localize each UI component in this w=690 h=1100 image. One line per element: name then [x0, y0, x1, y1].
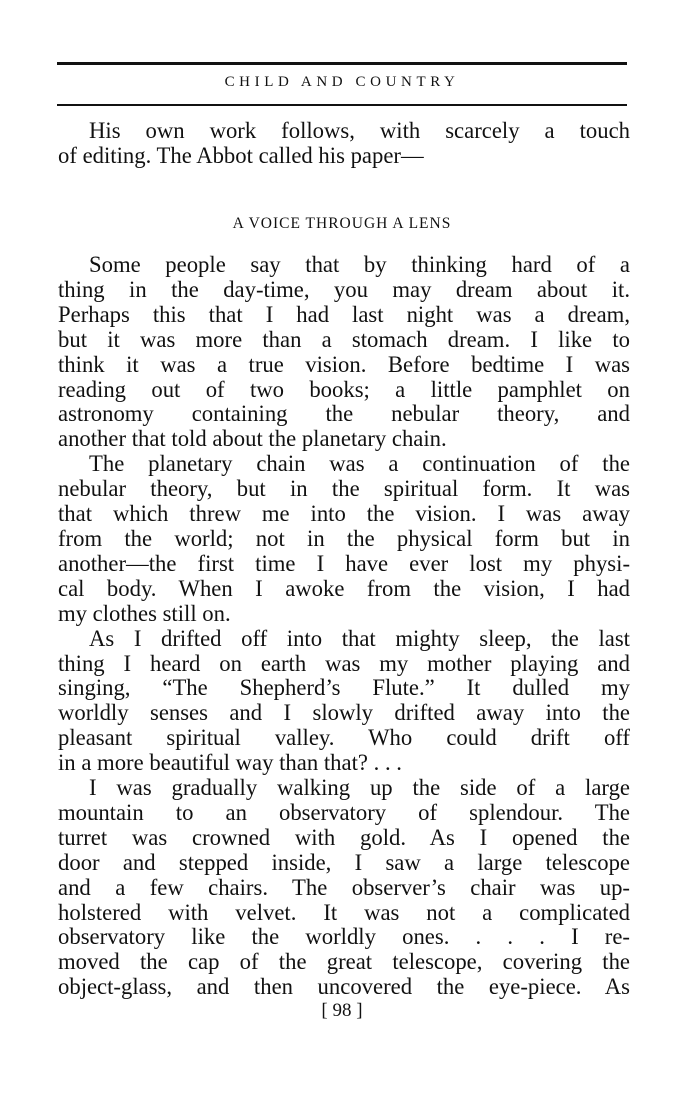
text-line: turret was crowned with gold. As I opened the: [58, 824, 630, 850]
text-line: that which threw me into the vision. I was away: [58, 501, 630, 527]
text-line: cal body. When I awoke from the vision, I had: [58, 575, 630, 601]
header-rule-bottom: [57, 104, 627, 106]
text-line: astronomy containing the nebular theory, and: [58, 401, 630, 427]
text-line: another that told about the planetary chain.: [58, 426, 447, 452]
text-line: The planetary chain was a continuation of the: [89, 451, 630, 477]
text-line: another—the first time I have ever lost my physi-: [58, 550, 630, 576]
text-line: but it was more than a stomach dream. I like to: [58, 326, 630, 352]
text-line: and a few chairs. The observer’s chair was up-: [58, 874, 630, 900]
text-line: moved the cap of the great telescope, covering the: [58, 949, 630, 975]
text-line: reading out of two books; a little pamphlet on: [58, 376, 630, 402]
text-line: thing I heard on earth was my mother playing and: [58, 650, 630, 676]
page-number: [ 98 ]: [321, 1000, 363, 1021]
text-line: from the world; not in the physical form but in: [58, 525, 630, 551]
essay-body: [58, 253, 630, 1000]
section-title: A VOICE THROUGH A LENS: [232, 215, 452, 232]
text-line: thing in the day-time, you may dream about it.: [58, 276, 630, 302]
text-line: think it was a true vision. Before bedtime I was: [58, 351, 630, 377]
text-line: His own work follows, with scarcely a touch: [89, 118, 630, 143]
text-line: Some people say that by thinking hard of a: [89, 252, 630, 277]
text-line: object-glass, and then uncovered the eye-piece. As: [58, 974, 630, 1000]
text-line: singing, “The Shepherd’s Flute.” It dulled my: [58, 675, 630, 701]
text-line: As I drifted off into that mighty sleep, the last: [89, 625, 630, 651]
text-line: I was gradually walking up the side of a large: [89, 775, 630, 801]
running-head: CHILD AND COUNTRY: [224, 74, 460, 90]
text-line: pleasant spiritual valley. Who could drift off: [58, 725, 630, 751]
text-line: door and stepped inside, I saw a large telescope: [58, 849, 630, 875]
text-line: mountain to an observatory of splendour. The: [58, 799, 630, 825]
text-line: of editing. The Abbot called his paper—: [58, 142, 424, 168]
intro-paragraph: [58, 119, 630, 169]
text-line: worldly senses and I slowly drifted away into the: [58, 700, 630, 726]
text-line: in a more beautiful way than that? . . .: [58, 750, 402, 776]
text-line: Perhaps this that I had last night was a dream,: [58, 301, 630, 327]
text-line: my clothes still on.: [58, 600, 231, 626]
text-line: observatory like the worldly ones. . . . I re-: [58, 924, 630, 950]
header-rule-top: [57, 62, 627, 65]
text-line: nebular theory, but in the spiritual form. It was: [58, 476, 630, 502]
text-line: holstered with velvet. It was not a complicated: [58, 899, 630, 925]
